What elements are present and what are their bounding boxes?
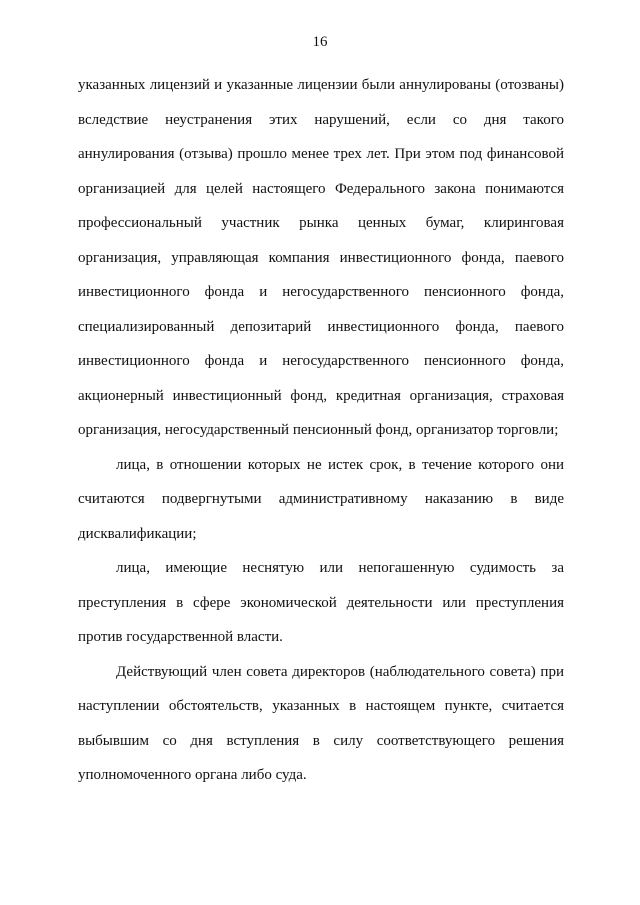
paragraph-board-member-withdrawal: Действующий член совета директоров (наблюдательного совета) при наступлении обстоятельств, указанных в настоящем пункте, считается выбывшим со дня вступления в силу соответствующего решения уполномоченного органа либо суда. (78, 663, 564, 783)
paragraph-criminal-record: лица, имеющие неснятую или непогашенную судимость за преступления в сфере экономической деятельности или преступления против государственной власти. (78, 560, 564, 645)
page-number: 16 (312, 34, 328, 50)
document-body (78, 68, 564, 793)
paragraph-disqualification: лица, в отношении которых не истек срок, в течение которого они считаются подвергнутыми административному наказанию в виде дисквалификации; (78, 456, 564, 542)
paragraph-financial-organization: указанных лицензий и указанные лицензии были аннулированы (отозваны) вследствие неустранения этих нарушений, если со дня такого аннулирования (отзыва) прошло менее трех лет. При этом под финансовой организацией для целей настоящего Федерального закона понимаются профессиональный участник рынка ценных бумаг, клиринговая организация, управляющая компания инвестиционного фонда, паевого инвестиционного фонда и негосударственного пенсионного фонда, специализированный депозитарий инвестиционного фонда, паевого инвестиционного фонда и негосударственного пенсионного фонда, акционерный инвестиционный фонд, кредитная организация, страховая организация, негосударственный пенсионный фонд, организатор торговли; (78, 77, 564, 438)
